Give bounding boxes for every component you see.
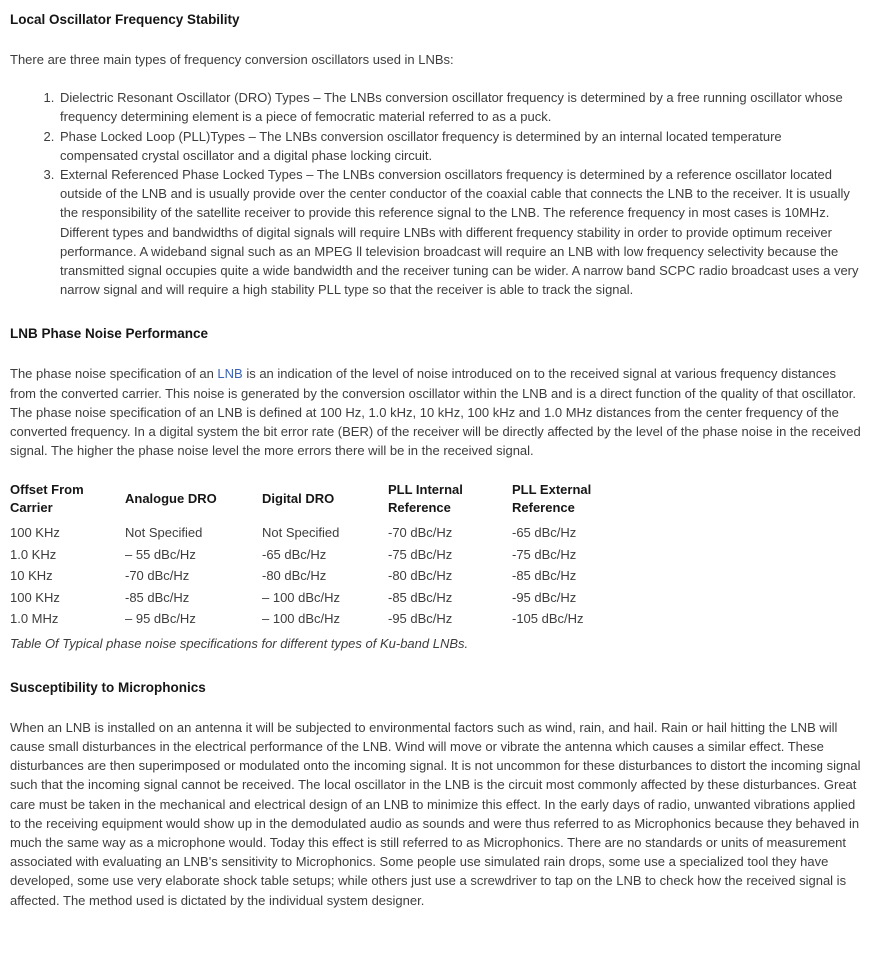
column-header-digital-dro: Digital DRO [262,490,335,506]
column-header-pll-internal-reference: PLL Internal Reference [388,481,463,515]
cell-offset: 10 KHz [10,568,53,584]
table-row [10,522,662,544]
list-item-dro-types: 1. Dielectric Resonant Oscillator (DRO) Types – The LNBs conversion oscillator frequency is determined by a free running oscillator whose frequency determining element is a piece of femocratic material referred to as a puck. [58,88,862,126]
cell-analogue-dro: – 95 dBc/Hz [125,611,196,627]
cell-digital-dro: Not Specified [262,525,340,541]
column-header-pll-external-reference: PLL External Reference [512,481,592,515]
cell-pll-external: -85 dBc/Hz [512,568,577,584]
intro-paragraph: There are three main types of frequency conversion oscillators used in LNBs: [10,52,454,67]
lnb-link[interactable]: LNB [217,366,243,382]
cell-digital-dro: -80 dBc/Hz [262,568,327,584]
heading-local-oscillator-frequency-stability: Local Oscillator Frequency Stability [10,12,240,27]
cell-analogue-dro: Not Specified [125,525,203,541]
table-row [10,587,662,609]
heading-lnb-phase-noise-performance: LNB Phase Noise Performance [10,326,209,342]
microphonics-paragraph: When an LNB is installed on an antenna it will be subjected to environmental factors such as wind, rain, and hail. Rain or hail hitting the LNB will cause small disturbances in the electrical performance of the LNB. Wind will move or vibrate the antenna which causes a similar effect. These disturbances are then superimposed or modulated onto the incoming signal. It is not uncommon for these disturbances to distort the incoming signal such that the incoming signal cannot be received. The local oscillator in the LNB is the circuit most commonly affected by these disturbances. Great care must be taken in the mechanical and electrical design of an LNB to minimize this effect. In the early days of radio, unwanted vibrations applied to the receiving equipment would show up in the demodulated audio as sounds and were thus referred to as Microphonics because they behaved in much the same way as a microphone would. Today this effect is still referred to as Microphonics. There are no standards or units of measurement associated with evaluating an LNB's sensitivity to Microphonics. Some people use simulated rain drops, some use a specialized tool they have developed, some use very elaborate shock table setups; while others just use a screwdriver to tap on the LNB to check how the received signal is affected. The method used is dictated by the individual system designer. [10,719,861,908]
table-row [10,543,662,565]
table-row [10,608,662,630]
phase-noise-paragraph [10,364,862,460]
cell-pll-internal: -85 dBc/Hz [388,589,453,605]
cell-pll-external: -95 dBc/Hz [512,589,577,605]
cell-offset: 100 KHz [10,525,60,541]
cell-pll-internal: -75 dBc/Hz [388,546,453,562]
cell-pll-internal: -80 dBc/Hz [388,568,453,584]
cell-analogue-dro: -85 dBc/Hz [125,589,190,605]
cell-pll-internal: -95 dBc/Hz [388,611,453,627]
table-caption: Table Of Typical phase noise specifications for different types of Ku-band LNBs. [10,635,469,651]
cell-pll-external: -65 dBc/Hz [512,525,577,541]
phase-noise-text-after: is an indication of the level of noise introduced on to the received signal at various frequency distances from the converted carrier. This noise is generated by the conversion oscillator within the LNB and is a direct function of the quality of that oscillator. The phase noise specification of an LNB is defined at 100 Hz, 1.0 kHz, 10 kHz, 100 kHz and 1.0 MHz distances from the center frequency of the converted frequency. In a digital system the bit error rate (BER) of the receiver will be directly affected by the level of the phase noise in the received signal. The higher the phase noise level the more errors there will be in the received signal. [10,366,861,459]
table-row [10,565,662,587]
heading-susceptibility-to-microphonics: Susceptibility to Microphonics [10,679,206,695]
list-item-pll-types: 2. Phase Locked Loop (PLL)Types – The LNBs conversion oscillator frequency is determined by an internal located temperature compensated crystal oscillator and a digital phase locking circuit. [58,127,862,165]
cell-pll-external: -105 dBc/Hz [512,611,584,627]
phase-noise-table-header [10,479,662,521]
phase-noise-text-before: The phase noise specification of an [10,366,218,382]
cell-offset: 100 KHz [10,589,60,605]
cell-digital-dro: -65 dBc/Hz [262,546,327,562]
column-header-analogue-dro: Analogue DRO [125,490,217,506]
column-header-offset-from-carrier: Offset From Carrier [10,481,84,515]
cell-analogue-dro: – 55 dBc/Hz [125,546,196,562]
cell-pll-external: -75 dBc/Hz [512,546,577,562]
cell-digital-dro: – 100 dBc/Hz [262,589,341,605]
cell-analogue-dro: -70 dBc/Hz [125,568,190,584]
list-item-external-referenced-types: 3. External Referenced Phase Locked Types – The LNBs conversion oscillators frequency is determined by a reference oscillator located outside of the LNB and is usually provide over the center conductor of the coaxial cable that connects the LNB to the receiver. It is usually the responsibility of the satellite receiver to provide this reference signal to the LNB. The reference frequency in most cases is 10MHz. Different types and bandwidths of digital signals will require LNBs with different frequency stability in order to provide optimum receiver performance. A wideband signal such as an MPEG ll television broadcast will require an LNB with low frequency selectivity because the transmitted signal occupies quite a wide bandwidth and the receiver tuning can be wider. A narrow band SCPC radio broadcast uses a very narrow signal and will require a high stability PLL type so that the receiver is able to track the signal. [58,165,862,299]
phase-noise-table [10,479,662,629]
cell-offset: 1.0 KHz [10,546,57,562]
cell-pll-internal: -70 dBc/Hz [388,525,453,541]
oscillator-types-list [10,88,862,299]
cell-offset: 1.0 MHz [10,611,59,627]
cell-digital-dro: – 100 dBc/Hz [262,611,341,627]
